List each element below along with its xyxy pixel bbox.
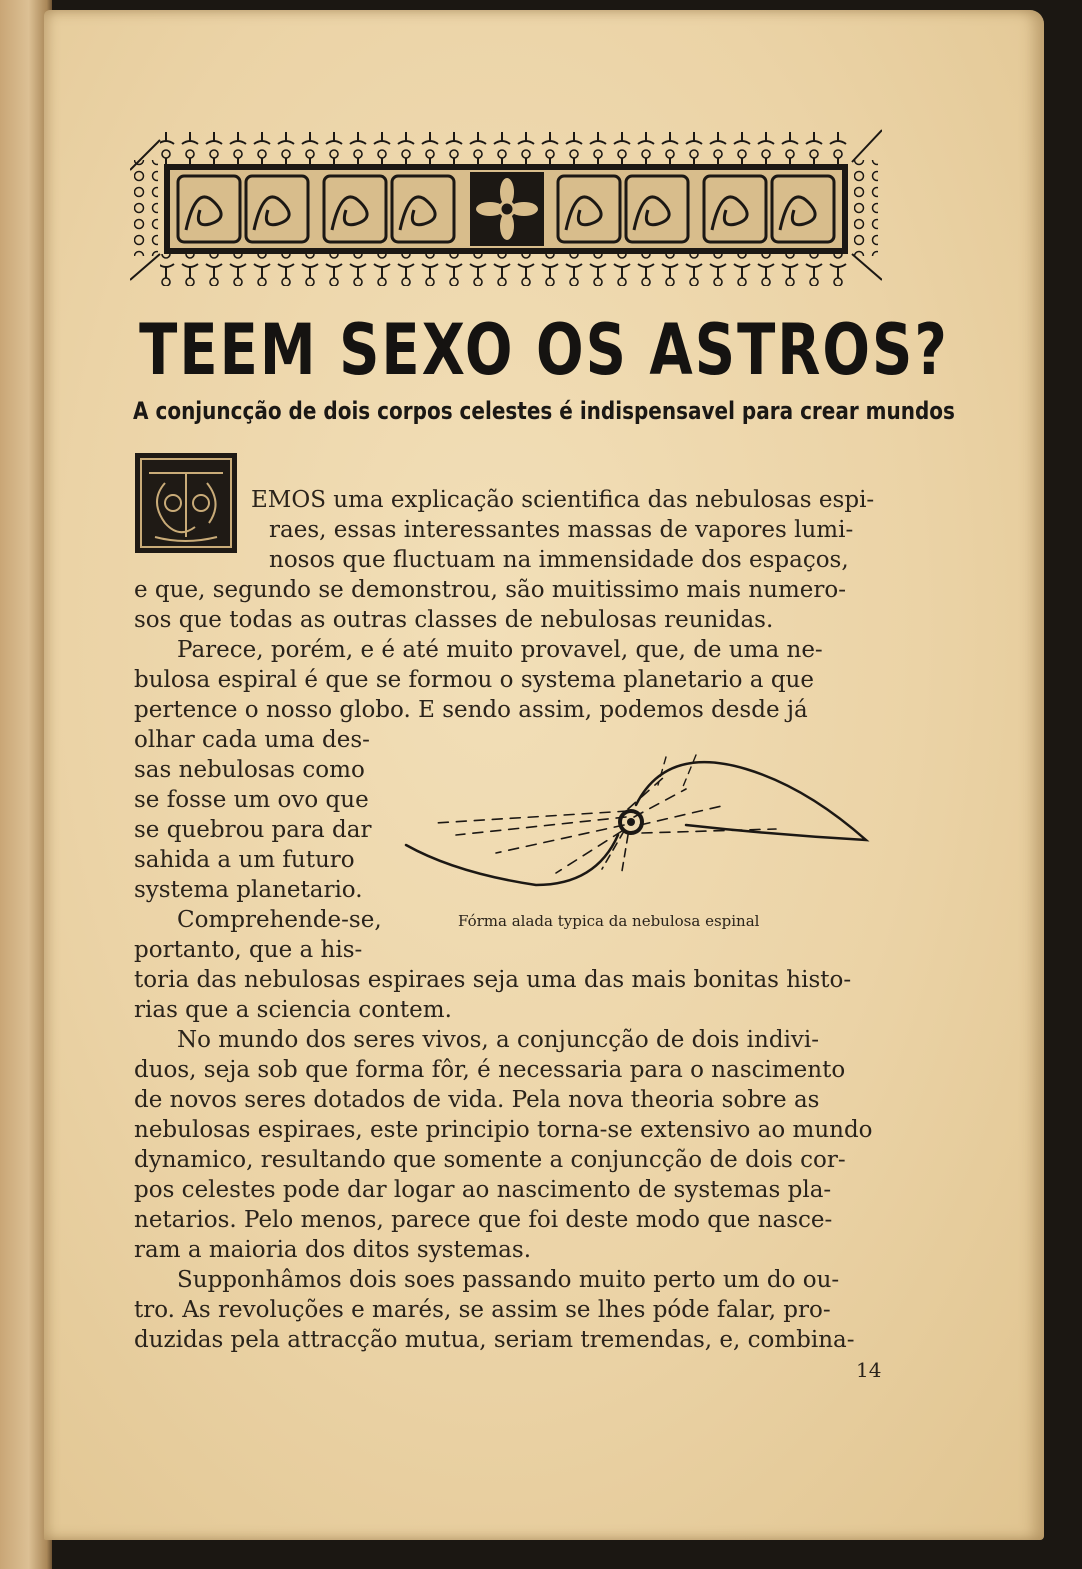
body-line: sahida a um futuro [134,847,355,873]
body-line: e que, segundo se demonstrou, são muitissimo mais numero- [134,577,847,603]
article-subtitle: A conjuncção de dois corpos celestes é indispensavel para crear mundos [133,396,955,425]
body-line: systema planetario. [134,877,363,903]
body-line: nosos que fluctuam na immensidade dos espaços, [269,547,849,573]
body-line: tro. As revoluções e marés, se assim se lhes póde falar, pro- [134,1297,831,1323]
body-line: toria das nebulosas espiraes seja uma das mais bonitas histo- [134,967,852,993]
body-line: se quebrou para dar [134,817,372,843]
body-line: se fosse um ovo que [134,787,369,813]
body-line: nebulosas espiraes, este principio torna-se extensivo ao mundo [134,1117,873,1143]
body-line: rias que a sciencia contem. [134,997,452,1023]
body-line: ram a maioria dos ditos systemas. [134,1237,532,1263]
body-line: portanto, que a his- [134,937,363,963]
body-line: olhar cada uma des- [134,727,370,753]
body-line: Comprehende-se, [177,907,382,933]
body-line: Supponhâmos dois soes passando muito perto um do ou- [177,1267,840,1293]
body-line: pertence o nosso globo. E sendo assim, podemos desde já [134,697,808,723]
body-line: de novos seres dotados de vida. Pela nova theoria sobre as [134,1087,820,1113]
body-line: sas nebulosas como [134,757,365,783]
body-line: duos, seja sob que forma fôr, é necessaria para o nascimento [134,1057,846,1083]
figure-caption: Fórma alada typica da nebulosa espinal [458,912,760,930]
body-line: dynamico, resultando que somente a conjuncção de dois cor- [134,1147,846,1173]
body-line: Parece, porém, e é até muito provavel, que, de uma ne- [177,637,823,663]
ornamental-header-band [130,120,882,296]
book-page [44,10,1044,1540]
drop-cap-t-ornament [135,453,237,553]
body-line: raes, essas interessantes massas de vapores lumi- [269,517,854,543]
body-line: No mundo dos seres vivos, a conjuncção de dois indivi- [177,1027,820,1053]
body-line: netarios. Pelo menos, parece que foi deste modo que nasce- [134,1207,833,1233]
article-title: TEEM SEXO OS ASTROS? [139,310,949,392]
page-number: 14 [856,1358,882,1382]
body-line: pos celestes pode dar logar ao nascimento de systemas pla- [134,1177,832,1203]
body-line: sos que todas as outras classes de nebulosas reunidas. [134,607,774,633]
body-line: duzidas pela attracção mutua, seriam tremendas, e, combina- [134,1327,855,1353]
winged-nebula-figure [396,745,872,905]
body-line: EMOS uma explicação scientifica das nebulosas espi- [251,487,875,513]
body-line: bulosa espiral é que se formou o systema planetario a que [134,667,814,693]
